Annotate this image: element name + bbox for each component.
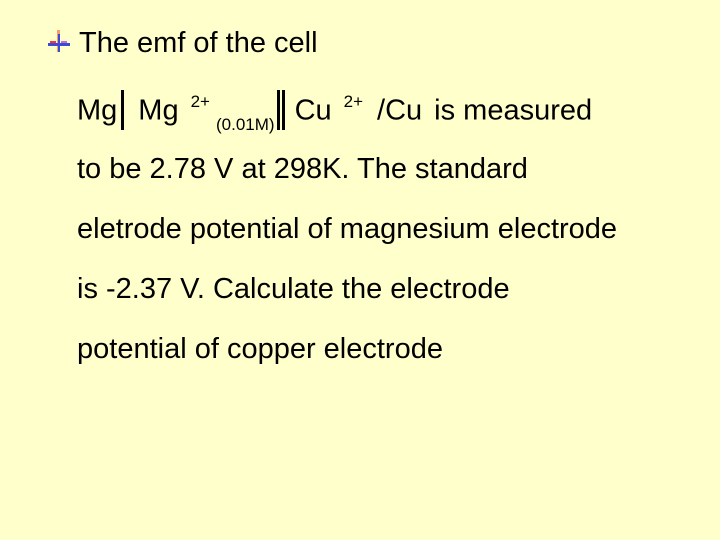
body-line-3: is -2.37 V. Calculate the electrode [77, 273, 510, 305]
body-line-1: to be 2.78 V at 298K. The standard [77, 153, 528, 185]
cell-notation-tail: is measured [434, 94, 593, 127]
anode-ion: Mg [138, 94, 179, 127]
cathode-metal: /Cu [377, 94, 423, 127]
cathode-ion-charge: 2+ [343, 91, 364, 111]
salt-bridge [277, 90, 285, 130]
presentation-bullet-icon [48, 30, 70, 52]
body-line-4: potential of copper electrode [77, 333, 443, 365]
anode-ion-concentration: (0.01M) [215, 114, 275, 134]
body-line-2: eletrode potential of magnesium electrode [77, 213, 618, 245]
anode-metal: Mg [77, 94, 118, 127]
anode-ion-charge: 2+ [190, 91, 210, 111]
cell-notation [77, 92, 592, 132]
cathode-ion: Cu [294, 94, 332, 127]
phase-boundary [121, 90, 124, 130]
slide-title: The emf of the cell [79, 27, 318, 59]
